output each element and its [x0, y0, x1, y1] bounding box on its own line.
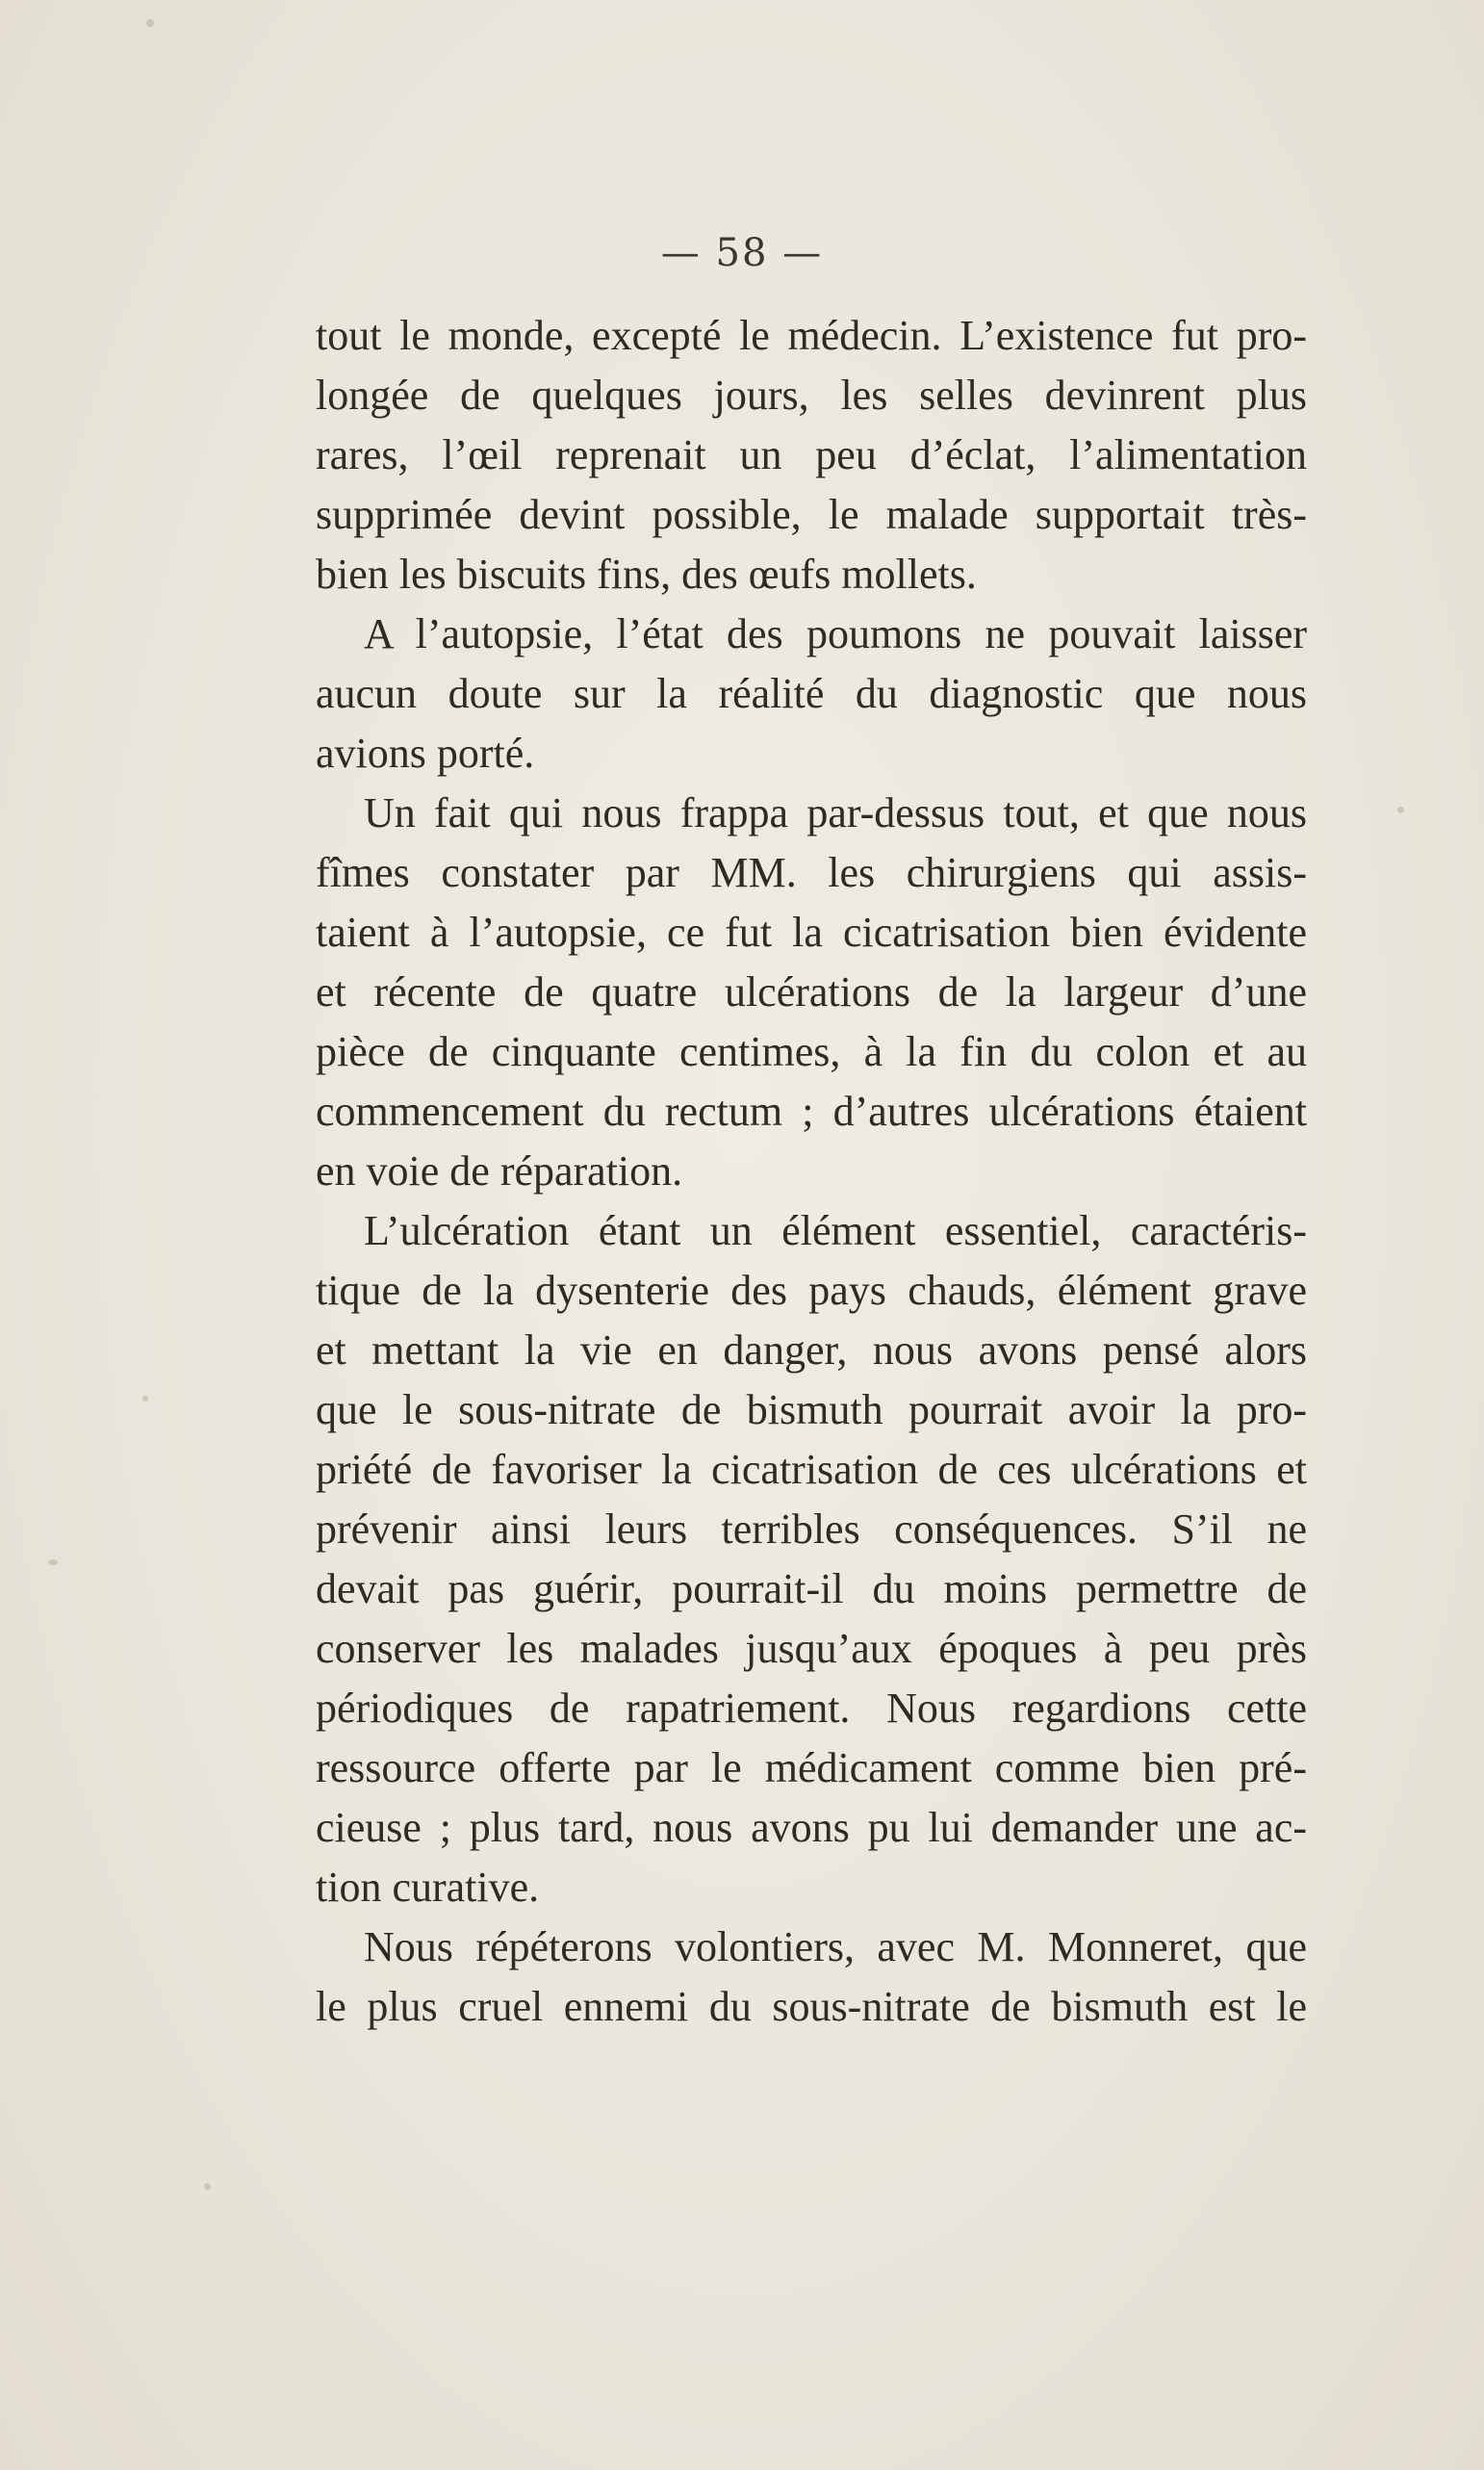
text-line: bien les biscuits fins, des œufs mollets. — [316, 551, 977, 598]
text-line: en voie de réparation. — [316, 1147, 683, 1195]
text-line: taient à l’autopsie, ce fut la cicatrisation bien évidente — [316, 909, 1307, 956]
text-line: périodiques de rapatriement. Nous regardions cette — [316, 1685, 1307, 1732]
text-line: ressource offerte par le médicament comme bien pré- — [316, 1744, 1307, 1791]
text-line: prévenir ainsi leurs terribles conséquences. S’il ne — [316, 1505, 1307, 1553]
text-line: rares, l’œil reprenait un peu d’éclat, l’alimentation — [316, 431, 1307, 478]
paper-speck — [204, 2183, 211, 2190]
text-line: conserver les malades jusqu’aux époques à peu près — [316, 1625, 1307, 1672]
paper-speck — [1397, 807, 1404, 813]
text-line: le plus cruel ennemi du sous-nitrate de bismuth est le — [316, 1983, 1307, 2030]
text-line: tique de la dysenterie des pays chauds, élément grave — [316, 1267, 1307, 1314]
text-line: cieuse ; plus tard, nous avons pu lui demander une ac- — [316, 1804, 1307, 1851]
text-line: priété de favoriser la cicatrisation de ces ulcérations et — [316, 1446, 1307, 1493]
text-line: et mettant la vie en danger, nous avons pensé alors — [316, 1326, 1307, 1374]
text-line: Nous répéterons volontiers, avec M. Monneret, que — [364, 1923, 1307, 1970]
text-line: tout le monde, excepté le médecin. L’existence fut pro- — [316, 312, 1307, 359]
text-line: que le sous-nitrate de bismuth pourrait avoir la pro- — [316, 1386, 1307, 1433]
text-line: aucun doute sur la réalité du diagnostic que nous — [316, 670, 1307, 717]
text-line: supprimée devint possible, le malade supportait très- — [316, 491, 1307, 538]
text-line: devait pas guérir, pourrait-il du moins permettre de — [316, 1565, 1307, 1612]
text-line: fîmes constater par MM. les chirurgiens qui assis- — [316, 849, 1307, 896]
paper-speck — [146, 19, 154, 27]
body-text — [316, 306, 1307, 2037]
text-line: L’ulcération étant un élément essentiel, caractéris- — [364, 1207, 1307, 1254]
text-line: tion curative. — [316, 1864, 540, 1911]
paper-speck — [142, 1396, 148, 1402]
page-number: — 58 — — [660, 231, 824, 275]
text-line: avions porté. — [316, 730, 535, 777]
text-line: A l’autopsie, l’état des poumons ne pouvait laisser — [364, 610, 1307, 657]
text-line: et récente de quatre ulcérations de la largeur d’une — [316, 968, 1307, 1016]
text-line: commencement du rectum ; d’autres ulcérations étaient — [316, 1088, 1307, 1135]
paper-speck — [48, 1559, 58, 1565]
text-line: longée de quelques jours, les selles devinrent plus — [316, 372, 1307, 419]
text-line: Un fait qui nous frappa par-dessus tout, et que nous — [364, 789, 1307, 836]
text-line: pièce de cinquante centimes, à la fin du colon et au — [316, 1028, 1307, 1075]
